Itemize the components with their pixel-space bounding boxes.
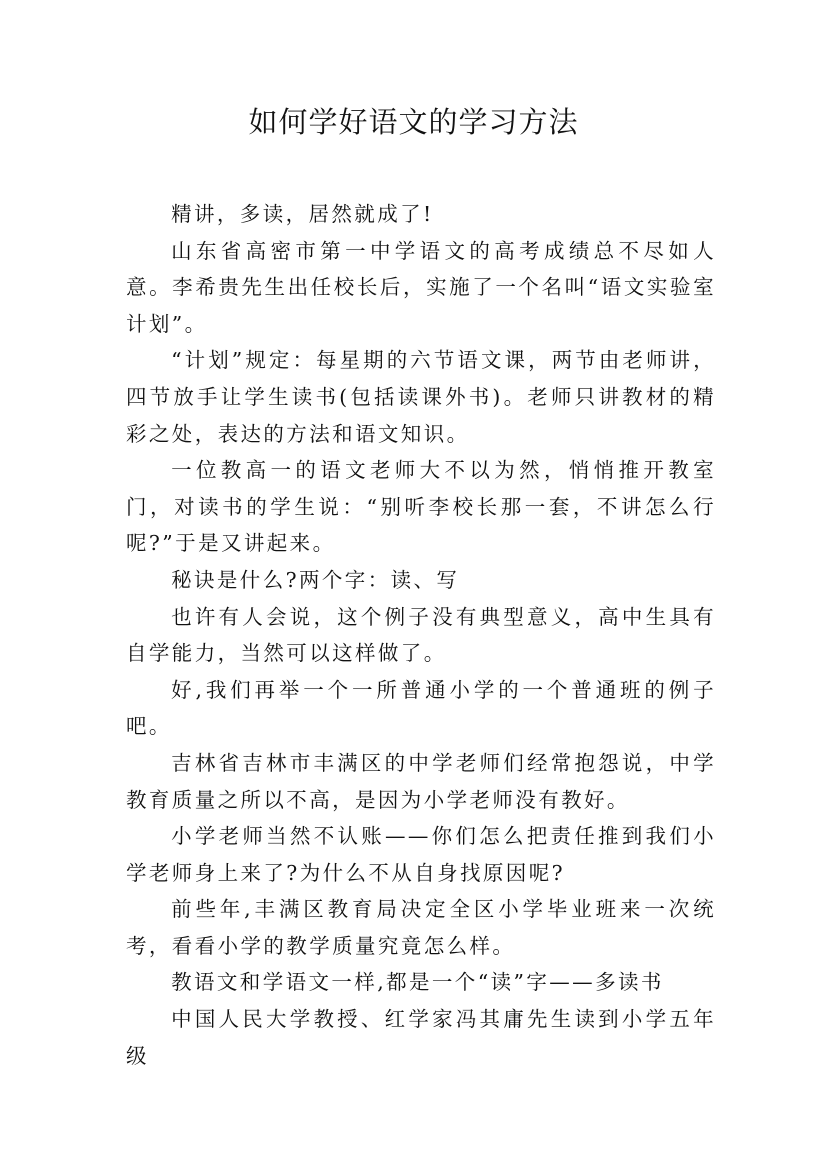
paragraph: 小学老师当然不认账——你们怎么把责任推到我们小学老师身上来了?为什么不从自身找原因呢? [126, 824, 716, 885]
paragraph: 也许有人会说，这个例子没有典型意义，高中生具有自学能力，当然可以这样做了。 [126, 604, 716, 666]
paragraph: 精讲，多读，居然就成了! [171, 202, 434, 226]
paragraph: “计划”规定：每星期的六节语文课，两节由老师讲，四节放手让学生读书(包括读课外书)。老师只讲教材的精彩之处，表达的方法和语文知识。 [126, 348, 716, 446]
document-body [126, 196, 716, 1074]
paragraph: 前些年,丰满区教育局决定全区小学毕业班来一次统考，看看小学的教学质量究竟怎么样。 [126, 897, 716, 958]
paragraph: 好,我们再举一个一所普通小学的一个普通班的例子吧。 [126, 677, 716, 739]
paragraph: 教语文和学语文一样,都是一个“读”字——多读书 [171, 970, 664, 995]
paragraph: 一位教高一的语文老师大不以为然，悄悄推开教室门，对读书的学生说：“别听李校长那一套，不讲怎么行呢?”于是又讲起来。 [126, 458, 716, 556]
paragraph: 山东省高密市第一中学语文的高考成绩总不尽如人意。李希贵先生出任校长后，实施了一个名叫“语文实验室计划”。 [126, 238, 716, 336]
document-title: 如何学好语文的学习方法 [248, 105, 579, 139]
paragraph: 吉林省吉林市丰满区的中学老师们经常抱怨说，中学教育质量之所以不高，是因为小学老师没有教好。 [126, 750, 716, 812]
paragraph: 中国人民大学教授、红学家冯其庸先生读到小学五年级 [126, 1007, 716, 1068]
paragraph: 秘诀是什么?两个字：读、写 [171, 567, 460, 592]
